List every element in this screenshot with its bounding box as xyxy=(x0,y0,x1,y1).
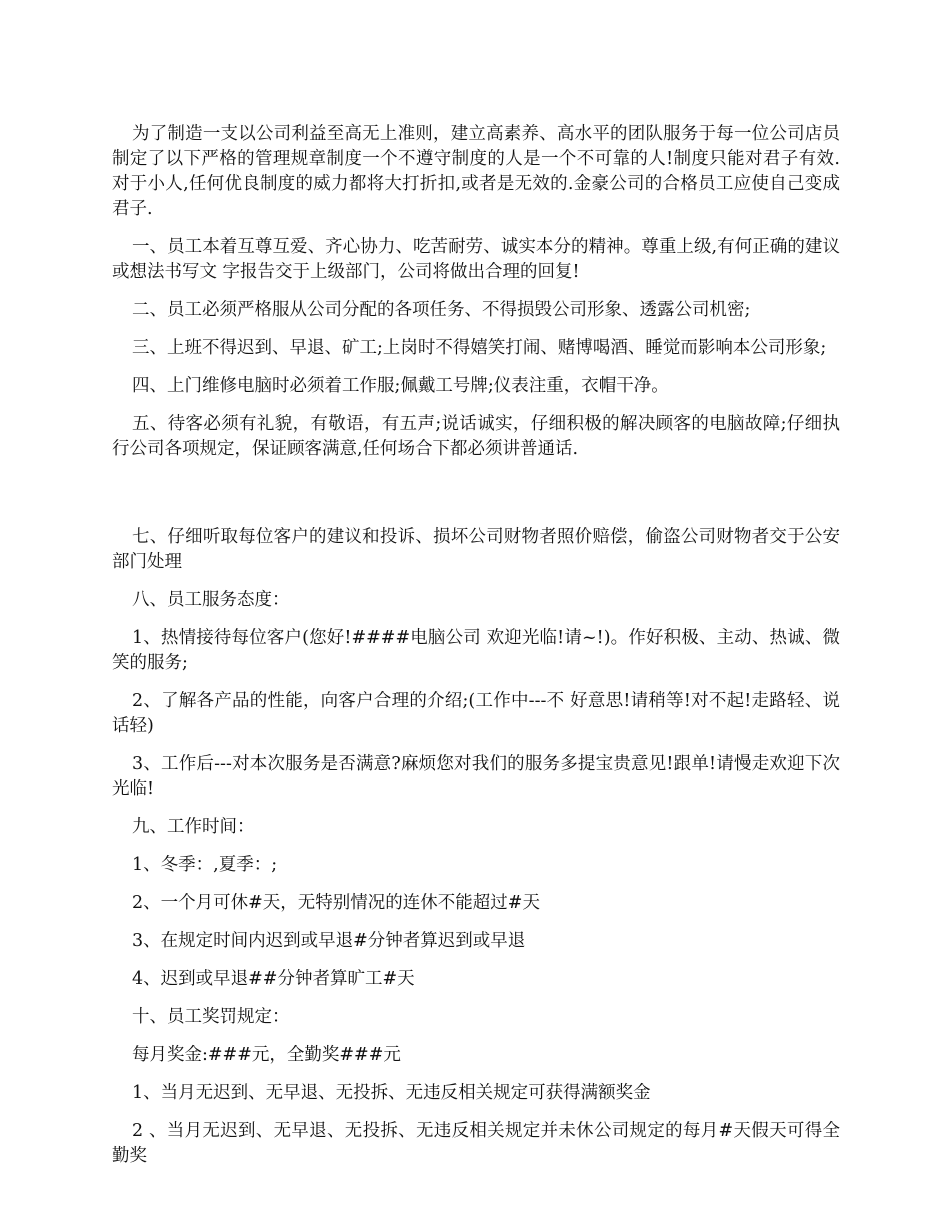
heading-work-hours: 九、工作时间： xyxy=(132,817,255,837)
paragraph-service-1: 1、热情接待每位客户(您好!####电脑公司 欢迎光临!请~!)。作好积极、主动、热诚、微笑的服务; xyxy=(112,628,840,673)
heading-rewards-penalties: 十、员工奖罚规定： xyxy=(132,1007,290,1027)
paragraph-intro: 为了制造一支以公司利益至高无上准则，建立高素养、高水平的团队服务于每一位公司店员制定了以下严格的管理规章制度一个不遵守制度的人是一个不可靠的人!制度只能对君子有效.对于小人,任何优良制度的威力都将大打折扣,或者是无效的.金豪公司的合格员工应使自己变成君子. xyxy=(112,124,840,219)
paragraph-reward-2: 2 、当月无迟到、无早退、无投拆、无违反相关规定并未休公司规定的每月#天假天可得全勤奖 xyxy=(112,1121,840,1166)
paragraph-hours-4: 4、迟到或早退##分钟者算旷工#天 xyxy=(132,969,415,989)
paragraph-rule-3: 三、上班不得迟到、早退、矿工;上岗时不得嬉笑打闹、赌博喝酒、睡觉而影响本公司形象; xyxy=(132,338,827,358)
paragraph-service-2: 2、了解各产品的性能，向客户合理的介绍;(工作中---不 好意思!请稍等!对不起!走路轻、说话轻) xyxy=(112,691,840,736)
paragraph-rule-4: 四、上门维修电脑时必须着工作服;佩戴工号牌;仪表注重，衣帽干净。 xyxy=(132,376,669,396)
paragraph-hours-3: 3、在规定时间内迟到或早退#分钟者算迟到或早退 xyxy=(132,931,526,951)
paragraph-rule-2: 二、员工必须严格服从公司分配的各项任务、不得损毁公司形象、透露公司机密; xyxy=(132,300,751,320)
paragraph-rule-1: 一、员工本着互尊互爱、齐心协力、吃苦耐劳、诚实本分的精神。尊重上级,有何正确的建议或想法书写文 字报告交于上级部门，公司将做出合理的回复! xyxy=(112,237,840,282)
paragraph-bonus: 每月奖金:###元，全勤奖###元 xyxy=(132,1045,401,1065)
paragraph-service-3: 3、工作后---对本次服务是否满意?麻烦您对我们的服务多提宝贵意见!跟单!请慢走欢迎下次光临! xyxy=(112,754,840,799)
paragraph-hours-1: 1、冬季：,夏季：; xyxy=(132,855,278,875)
paragraph-rule-5: 五、待客必须有礼貌，有敬语，有五声;说话诚实，仔细积极的解决顾客的电脑故障;仔细执行公司各项规定，保证顾客满意,任何场合下都必须讲普通话. xyxy=(112,414,840,459)
document-body xyxy=(112,122,840,1182)
blank-gap xyxy=(112,475,840,525)
paragraph-hours-2: 2、一个月可休#天，无特别情况的连休不能超过#天 xyxy=(132,893,540,913)
paragraph-rule-7: 七、仔细听取每位客户的建议和投诉、损坏公司财物者照价赔偿，偷盗公司财物者交于公安部门处理 xyxy=(112,527,840,572)
heading-service-attitude: 八、员工服务态度： xyxy=(132,590,290,610)
paragraph-reward-1: 1、当月无迟到、无早退、无投拆、无违反相关规定可获得满额奖金 xyxy=(132,1083,651,1103)
